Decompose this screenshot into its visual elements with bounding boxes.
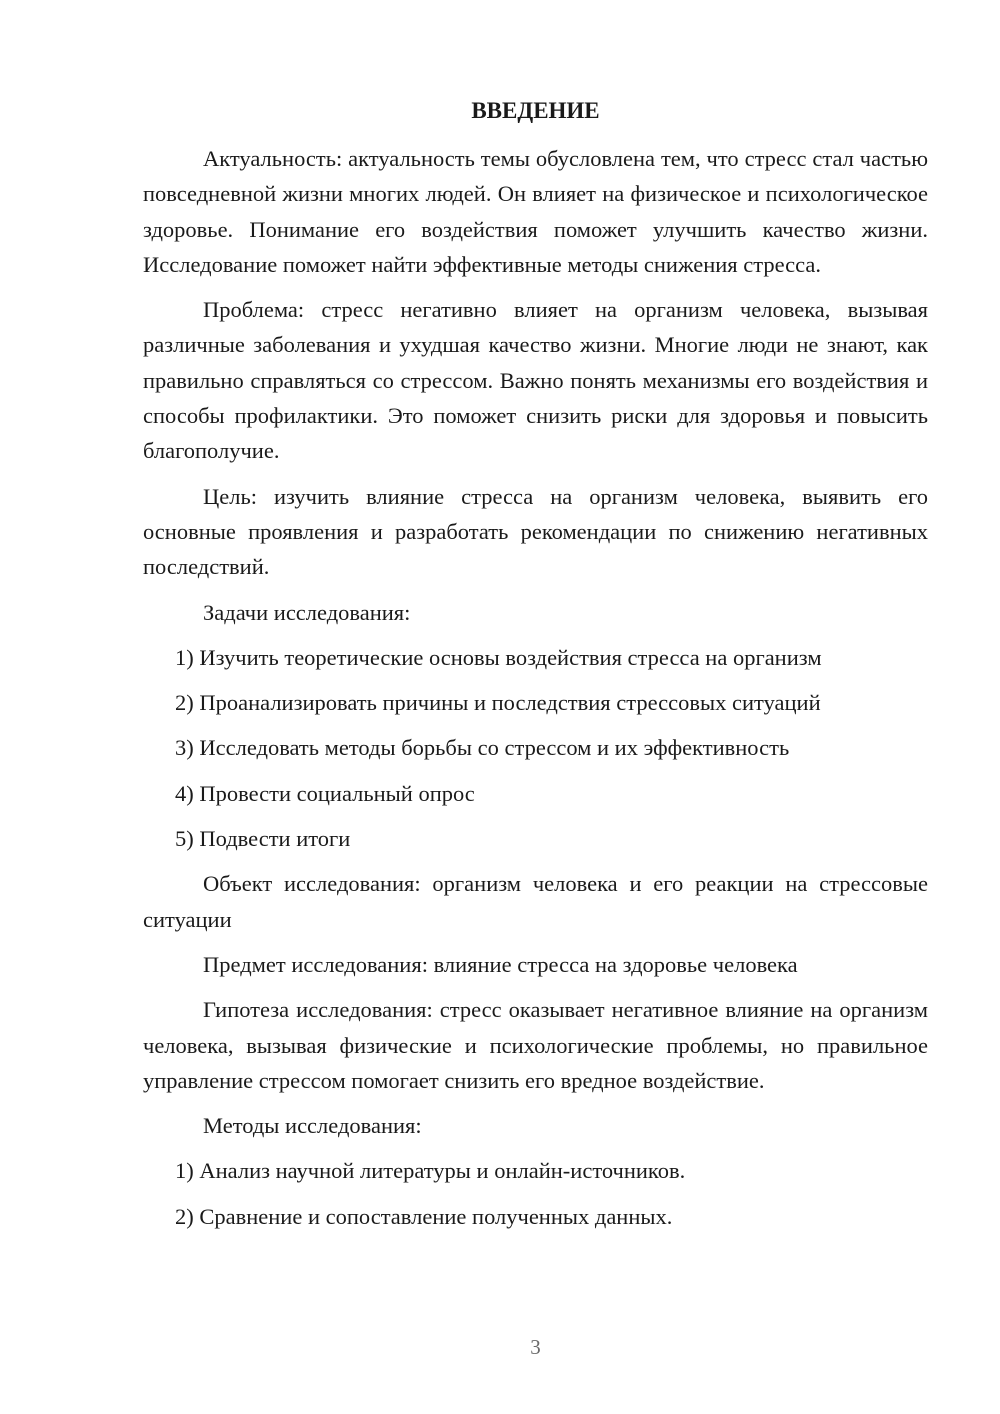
- task-item: 4) Провести социальный опрос: [175, 780, 475, 806]
- task-item: 1) Изучить теоретические основы воздействия стресса на организм: [175, 644, 822, 670]
- problem-paragraph: Проблема: стресс негативно влияет на организм человека, вызывая различные заболевания и ухудшая качество жизни. Многие люди не знают, как правильно справляться со стрессом. Важно понять механизмы его воздействия и способы профилактики. Это поможет снизить риски для здоровья и повысить благополучие.: [143, 297, 928, 464]
- methods-heading: Методы исследования:: [203, 1113, 422, 1139]
- document-body: [143, 141, 928, 1244]
- page-title: ВВЕДЕНИЕ: [471, 98, 600, 123]
- goal-paragraph: Цель: изучить влияние стресса на организм человека, выявить его основные проявления и разработать рекомендации по снижению негативных последствий.: [143, 483, 928, 580]
- method-item: 1) Анализ научной литературы и онлайн-источников.: [175, 1158, 686, 1184]
- object-paragraph: Объект исследования: организм человека и его реакции на стрессовые ситуации: [143, 871, 928, 932]
- subject-paragraph: Предмет исследования: влияние стресса на здоровье человека: [203, 951, 798, 977]
- task-item: 2) Проанализировать причины и последствия стрессовых ситуаций: [175, 690, 821, 716]
- task-item: 5) Подвести итоги: [175, 826, 351, 852]
- page-number: 3: [530, 1335, 541, 1359]
- method-item: 2) Сравнение и сопоставление полученных данных.: [175, 1203, 673, 1229]
- relevance-paragraph: Актуальность: актуальность темы обусловлена тем, что стресс стал частью повседневной жизни многих людей. Он влияет на физическое и психологическое здоровье. Понимание его воздействия поможет улучшить качество жизни. Исследование поможет найти эффективные методы снижения стресса.: [143, 146, 928, 277]
- tasks-heading: Задачи исследования:: [203, 599, 411, 625]
- task-item: 3) Исследовать методы борьбы со стрессом и их эффективность: [175, 735, 790, 761]
- hypothesis-paragraph: Гипотеза исследования: стресс оказывает негативное влияние на организм человека, вызывая физические и психологические проблемы, но правильное управление стрессом помогает снизить его вредное воздействие.: [143, 997, 928, 1093]
